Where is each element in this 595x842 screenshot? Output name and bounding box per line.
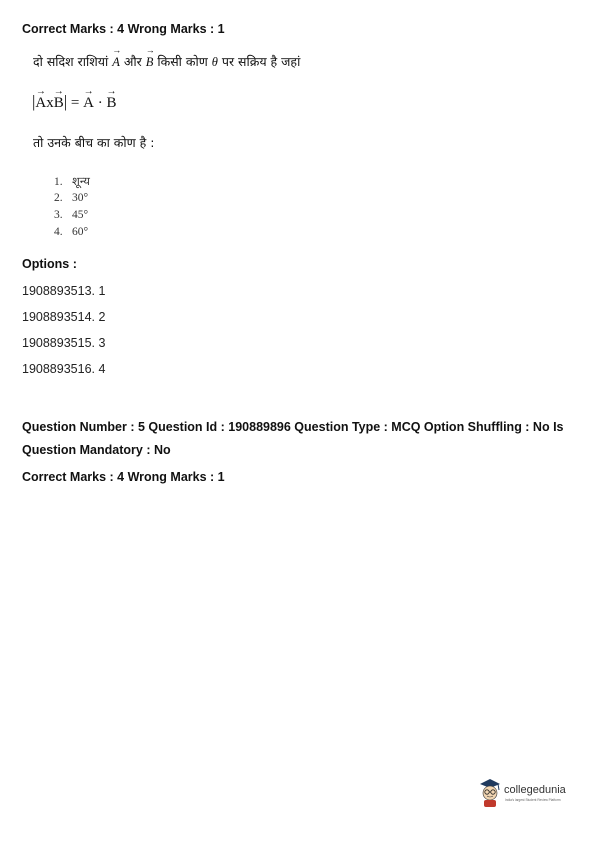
collegedunia-logo xyxy=(478,778,588,810)
theta-symbol: θ xyxy=(211,55,218,69)
question-text-line1 xyxy=(33,45,301,70)
formula-vector-a: → A xyxy=(35,86,47,111)
question-text-part4: पर सक्रिय है जहां xyxy=(221,54,301,69)
choice-item: 2. 30° xyxy=(54,192,89,204)
question-text-line2: तो उनके बीच का कोण है : xyxy=(33,135,155,150)
formula: | → Ax → B| = → A · → B xyxy=(32,86,117,111)
formula-dot: · xyxy=(97,95,103,111)
option-item: 1908893513. 1 xyxy=(22,284,106,298)
vector-b-symbol: → B xyxy=(145,45,155,69)
formula-rhs-vector-b: → B xyxy=(106,86,117,111)
vector-a-symbol: → A xyxy=(112,45,122,69)
next-question-header-line2: Question Mandatory : No xyxy=(22,443,171,457)
formula-rhs-vector-a: → A xyxy=(83,86,94,111)
choice-item: 3. 45° xyxy=(54,209,89,221)
mascot-icon xyxy=(478,778,502,808)
option-item: 1908893514. 2 xyxy=(22,310,106,324)
logo-name: collegedunia xyxy=(504,784,566,796)
question-text-part2: और xyxy=(123,54,142,69)
option-item: 1908893516. 4 xyxy=(22,362,106,376)
choice-item: 1. शून्य xyxy=(54,174,90,188)
options-label: Options : xyxy=(22,257,77,271)
question-text-part1: दो सदिश राशियां xyxy=(33,54,109,69)
option-item: 1908893515. 3 xyxy=(22,336,106,350)
marks-header: Correct Marks : 4 Wrong Marks : 1 xyxy=(22,22,225,36)
formula-cross: x xyxy=(46,95,54,111)
choice-item: 4. 60° xyxy=(54,226,89,238)
formula-equals: = xyxy=(70,95,80,111)
next-question-marks: Correct Marks : 4 Wrong Marks : 1 xyxy=(22,470,225,484)
next-question-header-line1: Question Number : 5 Question Id : 190889896 Question Type : MCQ Option Shuffling : No Is xyxy=(22,420,564,434)
question-text-part3: किसी कोण xyxy=(157,54,208,69)
choices-list xyxy=(54,173,90,241)
logo-tagline: India's largest Student Review Platform xyxy=(505,798,561,802)
formula-vector-b: → B xyxy=(53,86,64,111)
